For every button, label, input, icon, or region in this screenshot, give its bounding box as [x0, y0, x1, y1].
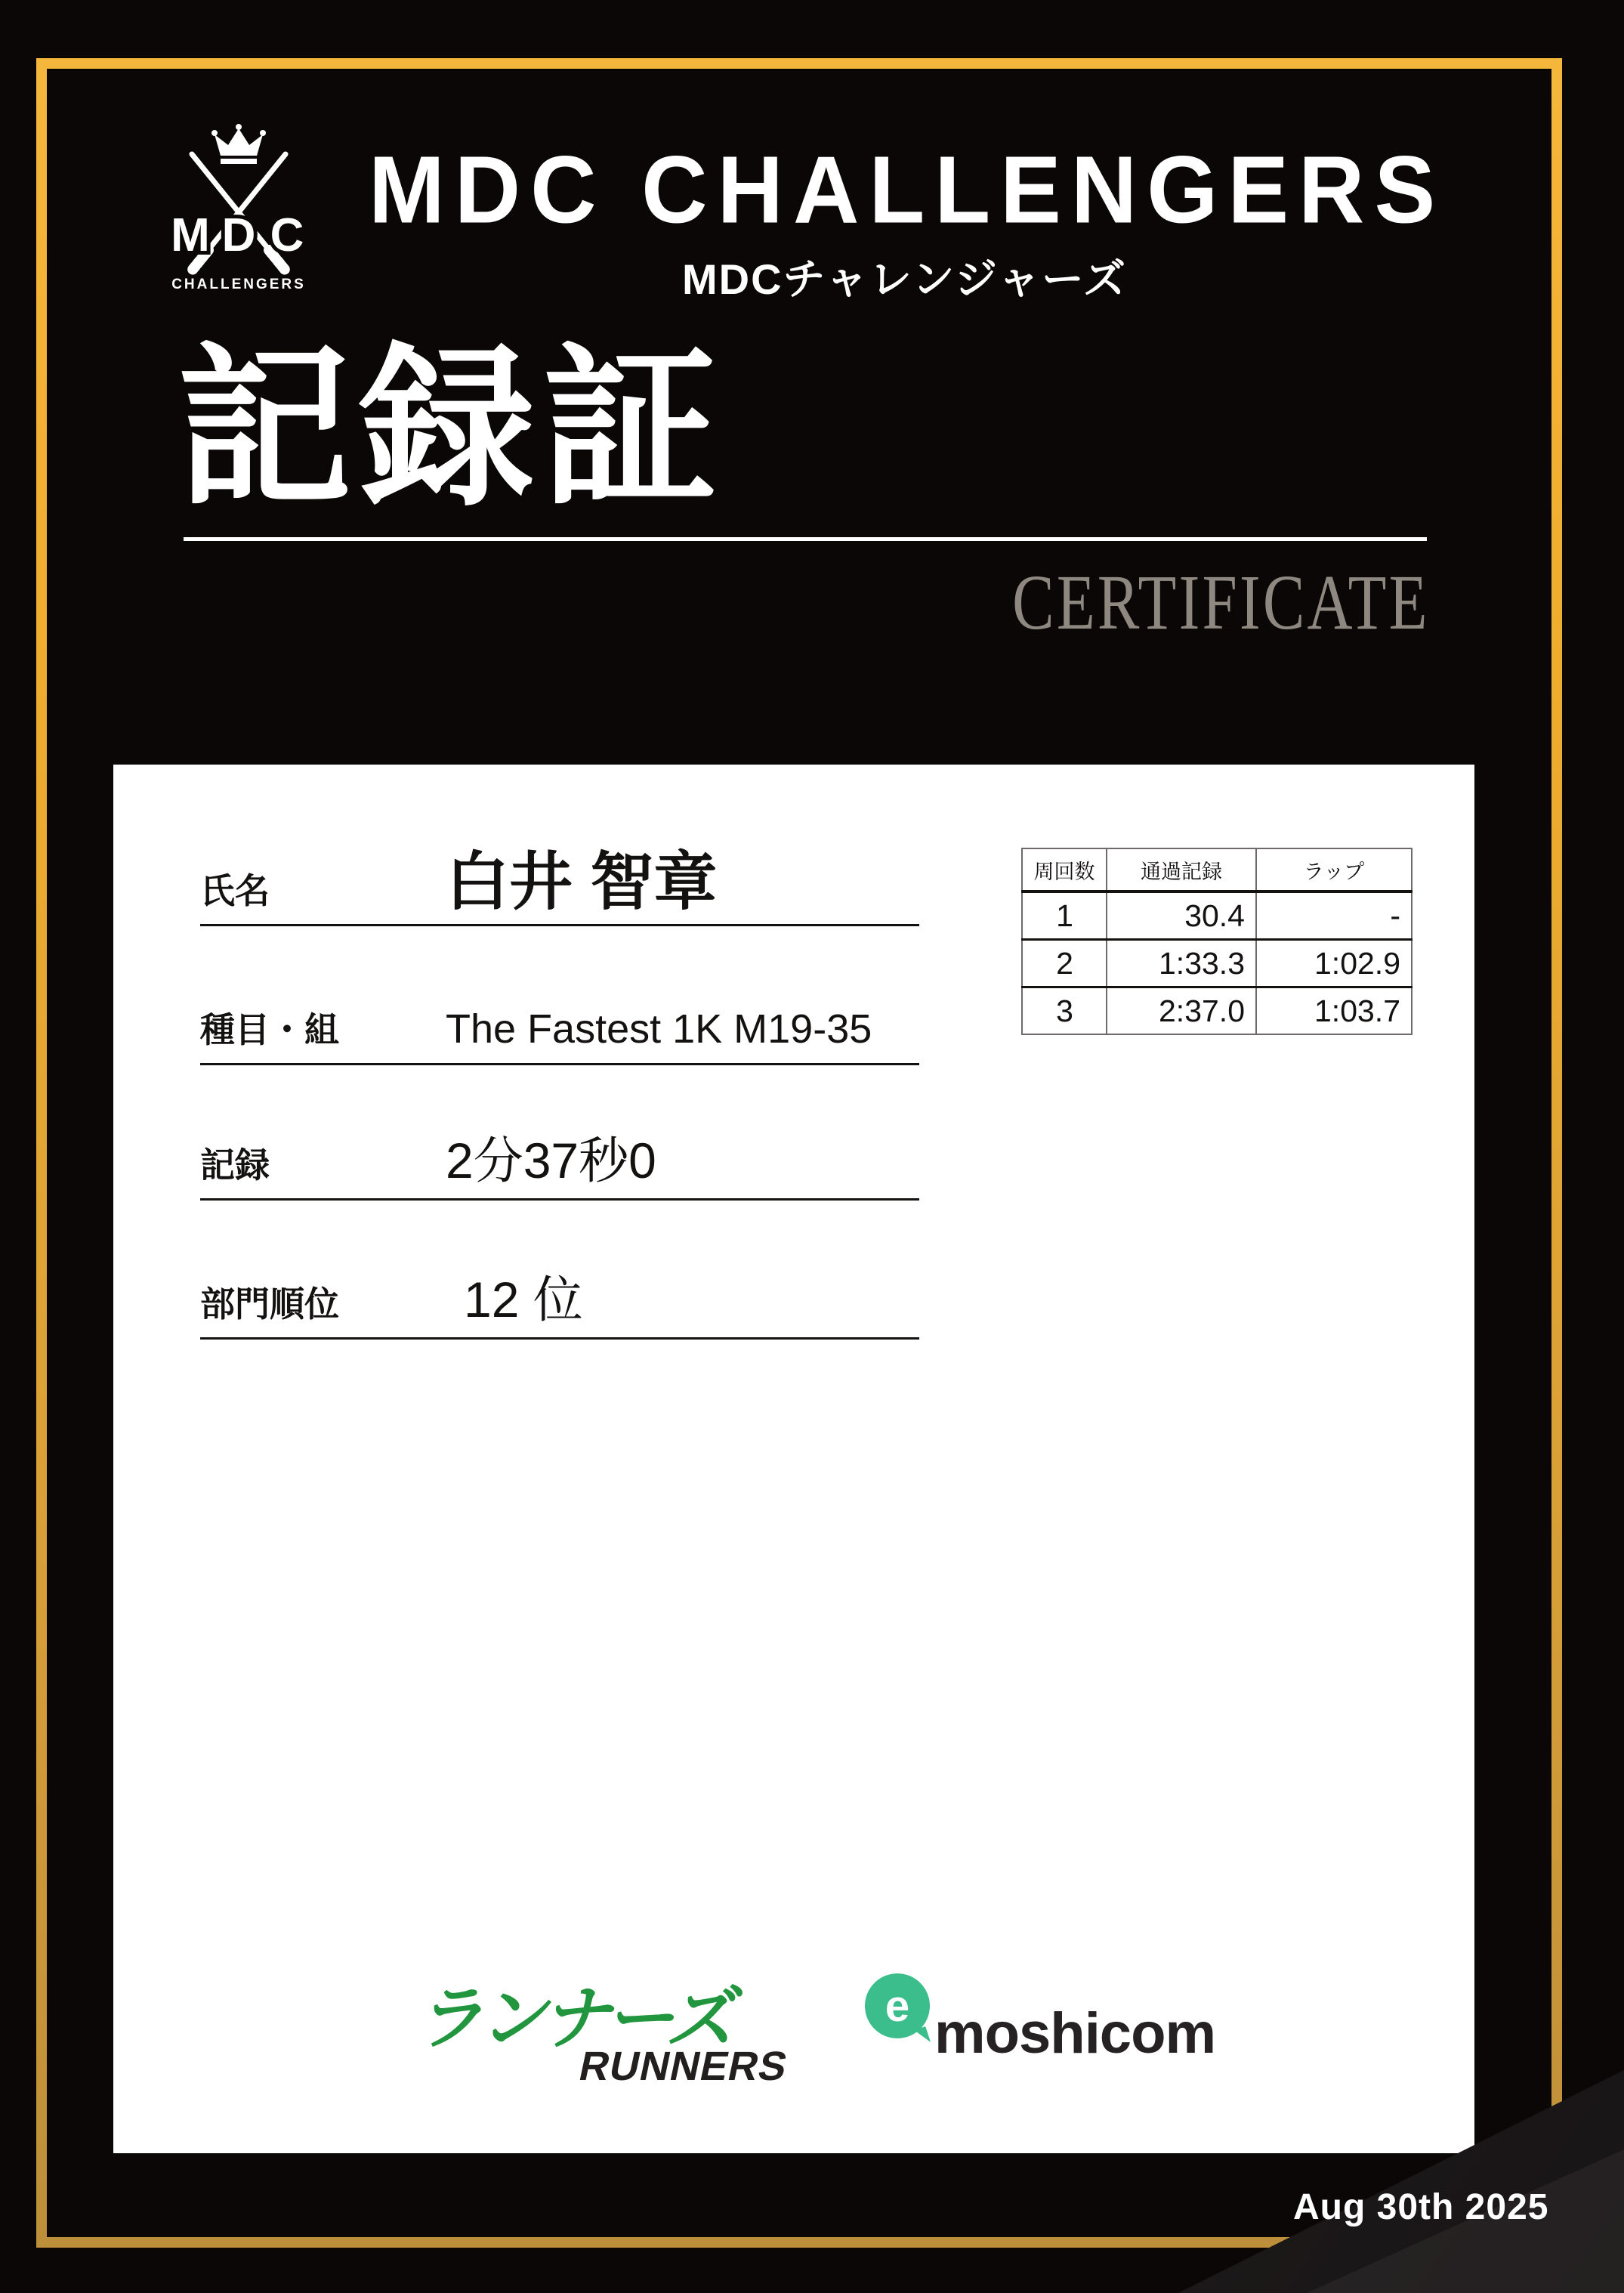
mdc-emblem: [163, 121, 314, 293]
field-record-label: 記録: [200, 1145, 270, 1185]
page-title: MDC CHALLENGERS: [369, 136, 1446, 243]
emblem-subtext: CHALLENGERS: [171, 277, 306, 292]
lap3-laptime: 1:03.7: [1256, 987, 1412, 1035]
field-rank: [200, 1244, 919, 1340]
field-rank-label: 部門順位: [200, 1284, 339, 1324]
lap-table-header-laptime: ラップ: [1256, 848, 1412, 892]
lap3-split: 2:37.0: [1107, 987, 1256, 1035]
lap2-laptime: 1:02.9: [1256, 940, 1412, 987]
moshicom-bubble-tail: [914, 2026, 931, 2046]
field-name-value: 白井 智章: [446, 846, 718, 917]
field-event-label: 種目・組: [200, 1010, 339, 1049]
lap1-laptime: -: [1256, 892, 1412, 940]
lap-table-header-lapno: 周回数: [1022, 848, 1107, 892]
field-name: [200, 814, 919, 926]
lap2-number: 2: [1022, 940, 1107, 987]
lap-table-row: [1022, 987, 1412, 1035]
certificate-title-jp: 記録証: [177, 333, 726, 527]
lap-table-row: [1022, 892, 1412, 940]
page-subtitle: MDCチャレンジャーズ: [682, 255, 1128, 303]
field-event-value: The Fastest 1K M19-35: [446, 1006, 872, 1052]
lap-table: [1021, 848, 1413, 1035]
event-date: Aug 30th 2025: [1293, 2187, 1549, 2227]
record-card: [113, 765, 1474, 2153]
lap1-number: 1: [1022, 892, 1107, 940]
lap2-split: 1:33.3: [1107, 940, 1256, 987]
lap-table-header-row: [1022, 848, 1412, 892]
field-name-label: 氏名: [200, 871, 270, 910]
runners-logo-en: RUNNERS: [575, 2044, 792, 2089]
moshicom-wordmark: moshicom: [934, 2001, 1216, 2066]
field-record-value: 2分37秒0: [446, 1133, 656, 1188]
field-rank-value: 12 位: [464, 1272, 583, 1327]
emblem-letter-d: D: [221, 209, 256, 261]
runners-logo: [412, 1963, 792, 2091]
certificate-divider: [184, 537, 1427, 541]
lap-table-header-split: 通過記録: [1107, 848, 1256, 892]
moshicom-e-letter: e: [885, 1981, 910, 2031]
runners-logo-jp: ランナーズ: [412, 1980, 743, 2057]
mdc-emblem-graphic: [163, 121, 314, 293]
emblem-letter-m: M: [171, 209, 210, 261]
lap-table-row: [1022, 940, 1412, 987]
lap3-number: 3: [1022, 987, 1107, 1035]
lap1-split: 30.4: [1107, 892, 1256, 940]
field-record: [200, 1105, 919, 1201]
emblem-letter-c: C: [270, 209, 304, 261]
certificate-title-en: CERTIFICATE: [1012, 559, 1430, 646]
moshicom-e-icon: [865, 1973, 930, 2038]
crown-icon: [211, 124, 266, 164]
moshicom-logo: [865, 1973, 1215, 2087]
field-event: [200, 976, 919, 1065]
